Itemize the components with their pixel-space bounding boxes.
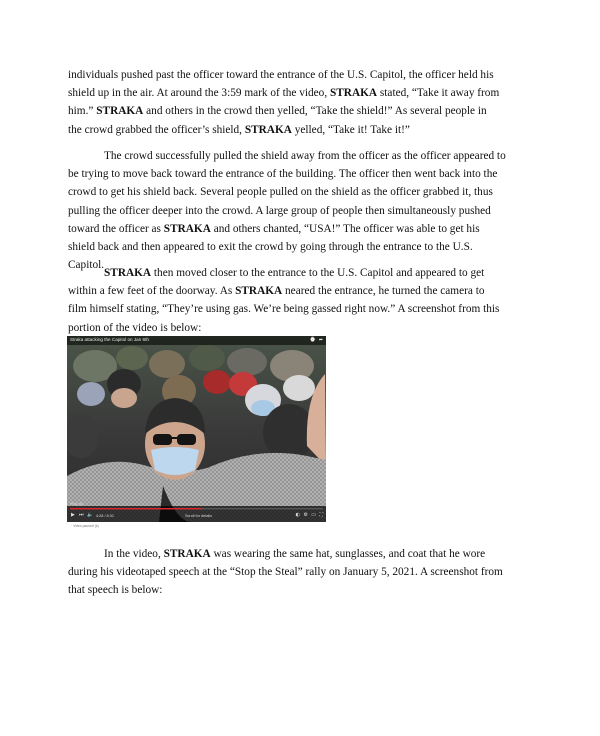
text-line	[68, 581, 534, 599]
text-run: Capitol.	[68, 259, 105, 272]
settings-icon[interactable]: ⚙	[303, 512, 308, 518]
text-run: pulling the officer deeper into the crowd. A large group of people then simultaneously pushed	[68, 204, 491, 217]
progress-fill	[70, 508, 202, 509]
paragraph-1	[68, 66, 534, 139]
text-run: then moved closer to the entrance to the U.S. Capitol and appeared to get	[151, 267, 485, 279]
play-tooltip: Play (k)	[70, 502, 83, 506]
text-run: neared the entrance, he turned the camera to	[282, 285, 485, 298]
share-icon[interactable]: ➦	[318, 337, 323, 343]
bold-name: STRAKA	[163, 222, 211, 235]
text-run: within a few feet of the doorway. As	[68, 285, 236, 298]
bold-name: STRAKA	[104, 267, 152, 279]
video-title: Straka attacking the Capitol on Jan 6th	[70, 337, 149, 342]
text-line	[68, 102, 534, 120]
text-run: and others chanted, “USA!” The officer was able to get his	[210, 222, 480, 235]
video-time: 4:28 / 8:31	[96, 514, 114, 518]
text-line	[68, 147, 534, 165]
text-run: and others in the crowd then yelled, “Take the shield!” As several people in	[143, 105, 487, 118]
text-line	[68, 545, 534, 563]
bold-name: STRAKA	[163, 548, 211, 560]
text-line	[68, 220, 534, 238]
text-run: In the video,	[104, 548, 164, 560]
clock-icon[interactable]: ⌚	[309, 337, 316, 343]
toggle-icon[interactable]: ◐	[295, 512, 300, 518]
text-run: film himself stating, “They’re using gas. We’re being gassed right now.” A screenshot from this	[68, 303, 500, 316]
text-line	[68, 563, 534, 581]
bold-name: STRAKA	[96, 105, 144, 118]
crowd-image	[67, 336, 326, 522]
text-line	[68, 84, 534, 102]
text-line	[68, 183, 534, 201]
text-run: during his videotaped speech at the “Stop the Steal” rally on January 5, 2021. A screenshot from	[68, 566, 503, 579]
text-line	[68, 264, 534, 282]
text-line	[68, 300, 534, 318]
text-run: the crowd grabbed the officer’s shield,	[68, 123, 245, 136]
text-run: toward the officer as	[68, 222, 164, 235]
paragraph-3	[68, 264, 534, 337]
text-run: be trying to move back toward the entrance of the building. The officer then went back into the	[68, 168, 498, 181]
text-run: shield up in the air. At around the 3:59 mark of the video,	[68, 87, 330, 100]
text-run: crowd to get his shield back. Several people pulled on the shield as the officer grabbed it, thus	[68, 186, 493, 199]
text-line	[68, 238, 534, 256]
text-line	[68, 66, 534, 84]
bold-name: STRAKA	[244, 123, 292, 136]
text-line	[68, 282, 534, 300]
text-run: portion of the video is below:	[68, 321, 202, 334]
scroll-hint: Scroll for details	[185, 514, 213, 518]
paragraph-4	[68, 545, 534, 600]
next-icon[interactable]: ⏭	[79, 512, 84, 518]
video-screenshot	[67, 336, 326, 522]
bold-name: STRAKA	[235, 285, 283, 298]
text-run: was wearing the same hat, sunglasses, and coat that he wore	[210, 548, 486, 560]
bold-name: STRAKA	[329, 87, 378, 100]
text-run: him.”	[68, 105, 97, 118]
paragraph-2	[68, 147, 534, 274]
text-line	[68, 202, 534, 220]
text-run: stated, “Take it away from	[377, 87, 500, 100]
text-line	[68, 121, 534, 139]
volume-icon[interactable]: 🔈	[87, 512, 94, 518]
play-icon[interactable]: ▶	[71, 512, 75, 518]
text-line	[68, 319, 534, 337]
text-line	[68, 165, 534, 183]
text-run: The crowd successfully pulled the shield away from the officer as the officer appeared to	[104, 150, 506, 162]
text-run: individuals pushed past the officer toward the entrance of the U.S. Capitol, the officer held his	[68, 69, 494, 81]
video-caption: · Video paused (k)	[71, 524, 99, 528]
miniplayer-icon[interactable]: ▭	[311, 512, 316, 518]
fullscreen-icon[interactable]: ⛶	[319, 512, 323, 518]
text-run: that speech is below:	[68, 584, 163, 597]
text-run: shield back and then appeared to exit the crowd by going through the entrance to the U.S.	[68, 241, 473, 254]
text-run: yelled, “Take it! Take it!”	[291, 123, 410, 136]
